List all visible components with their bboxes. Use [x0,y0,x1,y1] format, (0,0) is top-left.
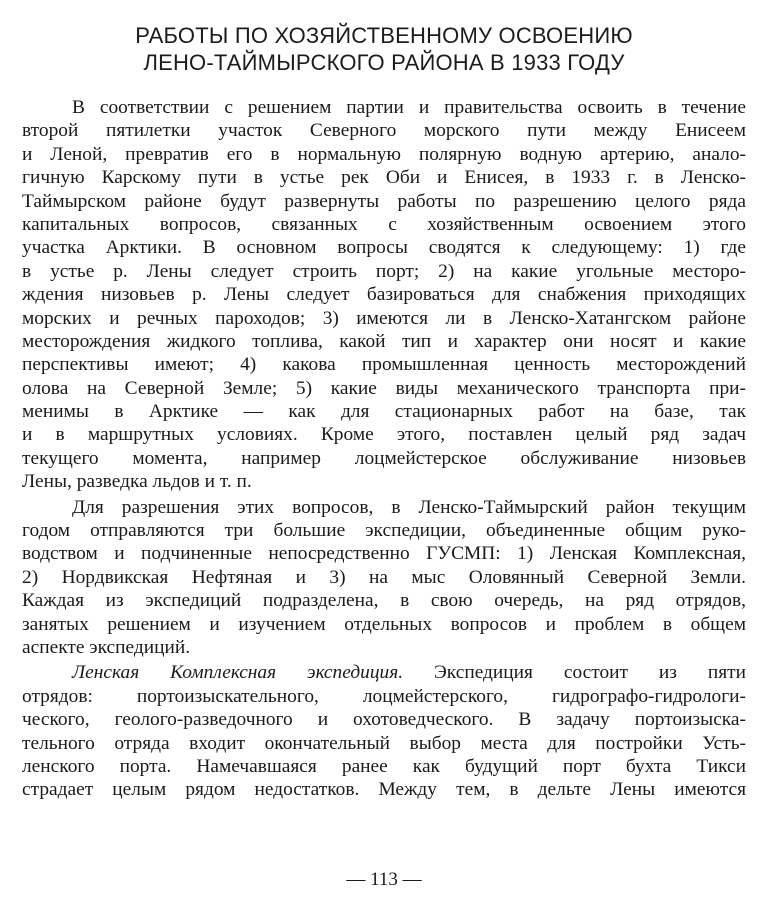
paragraph-3 [22,661,746,801]
title-line-1: РАБОТЫ ПО ХОЗЯЙСТВЕННОМУ ОСВОЕНИЮ [135,23,633,48]
text-line: страдает целым рядом недостатков. Между тем, в дельте Лены имеются [22,779,746,801]
page-number: — 113 — [346,869,422,890]
page-title [0,22,768,76]
text-line: В соответствии с решением партии и правительства освоить в течение [72,97,746,118]
text-line: водством и подчиненные непосредственно ГУСМП: 1) Ленская Комплексная, [22,543,746,565]
text-line: капитальных вопросов, связанных с хозяйственным освоением этого [22,213,746,235]
text-line: месторождения жидкого топлива, какой тип и характер они носят и какие [22,330,746,352]
text-line: морских и речных пароходов; 3) имеются ли в Ленско-Хатангском районе [22,307,746,329]
text-line: отрядов: портоизыскательного, лоцмейстерского, гидрографо-гидрологи- [22,685,746,707]
paragraph-1 [22,96,746,494]
section-lead-text: Экспедиция состоит из пяти [403,662,746,684]
text-line: аспекте экспедиций. [22,636,191,658]
text-line: Для разрешения этих вопросов, в Ленско-Таймырский район текущим [72,496,746,518]
text-line [22,661,746,684]
text-line: менимы в Арктике — как для стационарных работ на базе, так [22,401,746,423]
text-line: тельного отряда входит окончательный выбор места для постройки Усть- [22,732,746,754]
text-line: годом отправляются три большие экспедиции, объединенные общим руко- [22,520,746,542]
text-line: и в маршрутных условиях. Кроме этого, поставлен целый ряд задач [22,424,746,446]
text-line: Лены, разведка льдов и т. п. [22,471,252,493]
text-line: ческого, геолого-разведочного и охотоведческого. В задачу портоизыска- [22,709,746,731]
text-line: ленского порта. Намечавшаяся ранее как будущий порт бухта Тикси [22,755,746,777]
article-body [22,96,746,802]
text-line: Таймырском районе будут развернуты работы по разрешению целого ряда [22,190,746,212]
text-line: и Леной, превратив его в нормальную полярную водную артерию, анало- [22,143,746,165]
text-line: текущего момента, например лоцмейстерское обслуживание низовьев [22,447,746,469]
text-line: ждения низовьев р. Лены следует базироваться для снабжения приходящих [22,284,746,306]
text-line: Каждая из экспедиций подразделена, в свою очередь, на ряд отрядов, [22,590,746,612]
text-line: перспективы имеют; 4) какова промышленная ценность месторождений [22,354,746,376]
text-line: в устье р. Лены следует строить порт; 2) на какие угольные месторо- [22,260,746,282]
text-line: 2) Нордвикская Нефтяная и 3) на мыс Оловянный Северной Земли. [22,566,746,588]
text-line: занятых решением и изучением отдельных вопросов и проблем в общем [22,613,746,635]
text-line: участка Арктики. В основном вопросы сводятся к следующему: 1) где [22,237,746,259]
text-line: второй пятилетки участок Северного морского пути между Енисеем [22,120,746,142]
text-line: олова на Северной Земле; 5) какие виды механического транспорта при- [22,377,746,399]
section-heading-italic: Ленская Комплексная экспедиция. [72,662,404,684]
title-line-2: ЛЕНО-ТАЙМЫРСКОГО РАЙОНА В 1933 ГОДУ [143,50,625,75]
paragraph-2 [22,496,746,660]
text-line: гичную Карскому пути в устье рек Оби и Енисея, в 1933 г. в Ленско- [22,167,746,189]
